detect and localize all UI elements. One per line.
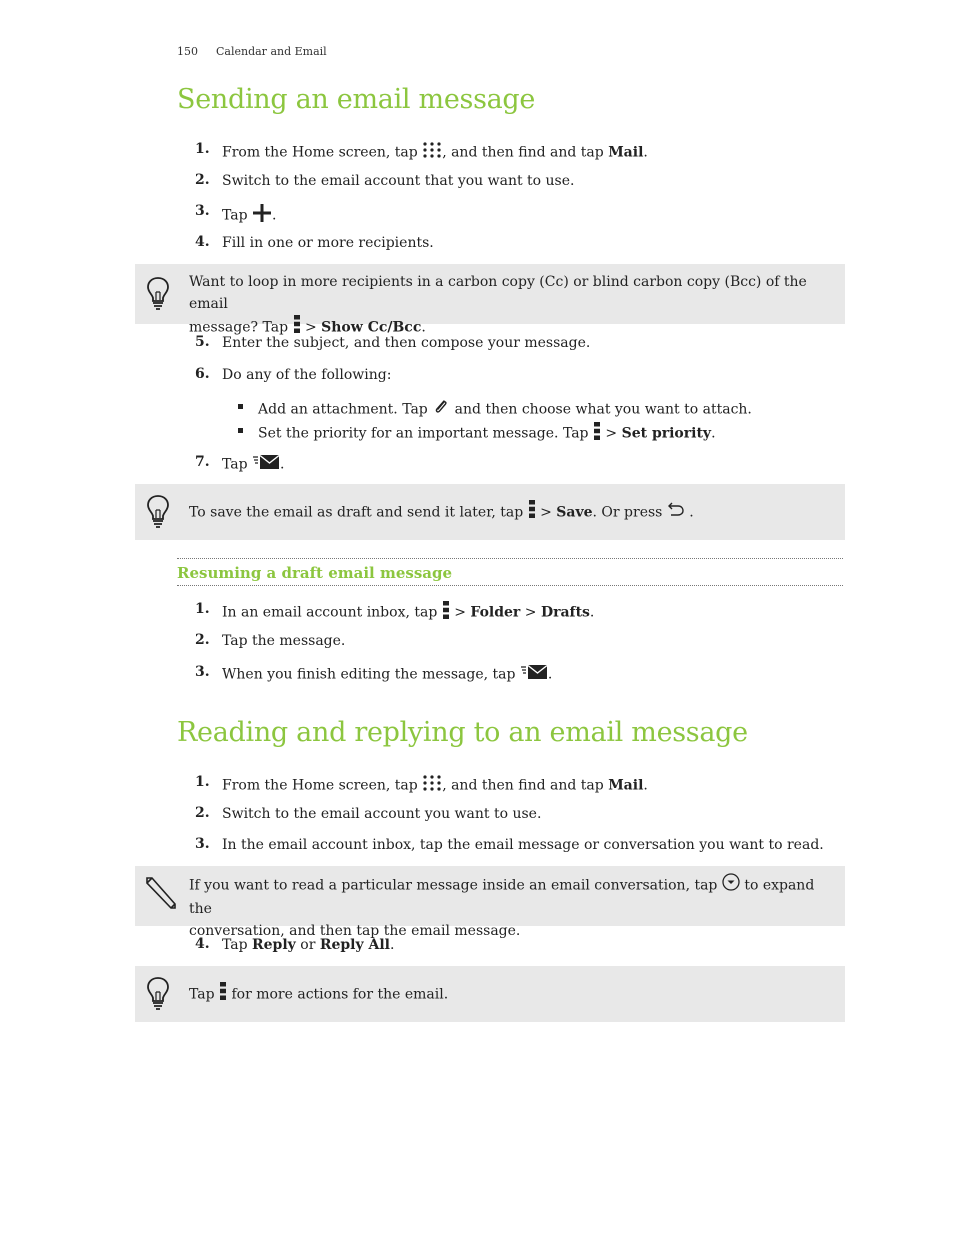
- tip-text: Want to loop in more recipients in a carbon copy (Cc) or blind carbon copy (Bcc) of the email message? Tap > Show Cc/Bcc.: [189, 271, 829, 340]
- step-text: Switch to the email account that you want to use.: [222, 173, 575, 189]
- tip-box: [135, 264, 845, 336]
- step-text: Tap the message.: [222, 633, 346, 649]
- step-text: In an email account inbox, tap > Folder > Drafts.: [222, 601, 594, 624]
- lightbulb-icon: [145, 276, 171, 314]
- divider: [177, 585, 843, 586]
- section-title-reading: Reading and replying to an email message: [177, 717, 748, 748]
- section-title-sending: Sending an email message: [177, 84, 536, 115]
- more-menu-icon: [219, 982, 227, 1007]
- step-text: Tap .: [222, 454, 284, 475]
- step-text: Tap .: [222, 203, 276, 228]
- step-number: 7.: [195, 454, 210, 470]
- step-number: 4.: [195, 234, 210, 250]
- tip-box: [135, 484, 845, 540]
- step-number: 3.: [195, 203, 210, 219]
- subsection-title: Resuming a draft email message: [177, 564, 453, 582]
- lightbulb-icon: [145, 494, 171, 532]
- tip-text: To save the email as draft and send it later, tap > Save. Or press .: [189, 500, 829, 525]
- step-text: From the Home screen, tap , and then find and tap Mail.: [222, 141, 648, 164]
- step-text: In the email account inbox, tap the email message or conversation you want to read.: [222, 837, 824, 853]
- page-number: 150: [177, 45, 198, 58]
- bullet-item: Add an attachment. Tap and then choose what you want to attach.: [258, 398, 752, 421]
- step-number: 3.: [195, 836, 210, 852]
- divider: [177, 558, 843, 559]
- chapter-title: Calendar and Email: [216, 45, 327, 58]
- step-text: Do any of the following:: [222, 367, 392, 383]
- step-number: 1.: [195, 141, 210, 157]
- plus-icon: [252, 203, 272, 228]
- step-text: Tap Reply or Reply All.: [222, 937, 395, 953]
- tip-text: Tap for more actions for the email.: [189, 982, 829, 1007]
- step-text: Enter the subject, and then compose your message.: [222, 335, 591, 351]
- step-number: 2.: [195, 805, 210, 821]
- step-number: 6.: [195, 366, 210, 382]
- lightbulb-icon: [145, 976, 171, 1014]
- paperclip-icon: [432, 398, 450, 421]
- step-number: 3.: [195, 664, 210, 680]
- pencil-icon: [145, 876, 177, 914]
- send-mail-icon: [252, 454, 280, 475]
- more-menu-icon: [593, 422, 601, 445]
- step-number: 4.: [195, 936, 210, 952]
- apps-grid-icon: [422, 774, 442, 797]
- step-number: 1.: [195, 601, 210, 617]
- step-number: 1.: [195, 774, 210, 790]
- note-box: [135, 866, 845, 939]
- step-text: Switch to the email account you want to use.: [222, 806, 542, 822]
- step-number: 2.: [195, 172, 210, 188]
- send-mail-icon: [520, 664, 548, 685]
- step-text: When you finish editing the message, tap .: [222, 664, 552, 685]
- back-icon: [667, 501, 685, 524]
- apps-grid-icon: [422, 141, 442, 164]
- bullet-item: Set the priority for an important message. Tap > Set priority.: [258, 422, 716, 445]
- more-menu-icon: [528, 500, 536, 525]
- step-text: Fill in one or more recipients.: [222, 235, 434, 251]
- step-number: 5.: [195, 334, 210, 350]
- step-text: From the Home screen, tap , and then find and tap Mail.: [222, 774, 648, 797]
- note-text: If you want to read a particular message inside an email conversation, tap to expand the conversation, and then tap the email message.: [189, 873, 829, 942]
- tip-box: [135, 966, 845, 1022]
- expand-circle-icon: [722, 873, 740, 898]
- more-menu-icon: [442, 601, 450, 624]
- step-number: 2.: [195, 632, 210, 648]
